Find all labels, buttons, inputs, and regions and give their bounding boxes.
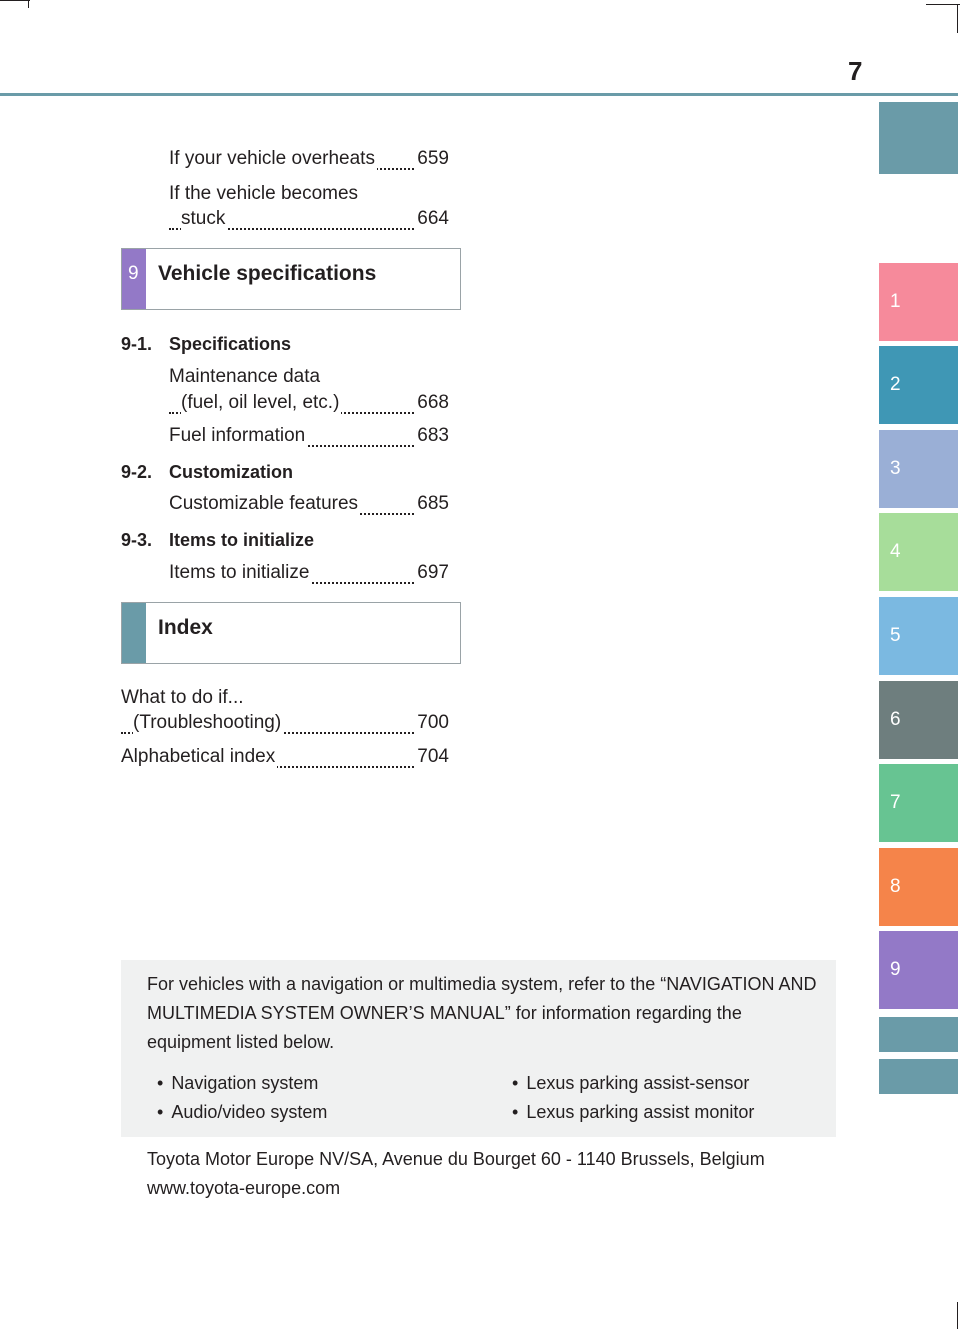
subsection-title: Specifications	[169, 334, 292, 354]
header-rule	[0, 93, 958, 96]
subsection-code: 9-2.	[121, 462, 153, 482]
toc-entry-page: 683	[417, 425, 449, 446]
toc-entry-alphabetical-index[interactable]	[121, 746, 449, 774]
subsection-code: 9-3.	[121, 530, 153, 550]
chapter-tab-label: 7	[890, 792, 901, 813]
chapter-tab-label: 2	[890, 374, 901, 395]
toc-entry-page: 668	[417, 392, 449, 413]
toc-entry-page: 664	[417, 208, 449, 229]
toc-entry-fuel-information[interactable]	[169, 425, 449, 453]
toc-entry-customizable-features[interactable]	[169, 493, 449, 521]
toc-entry-page: 700	[417, 712, 449, 733]
section-header-index	[121, 602, 461, 664]
crop-mark	[0, 0, 30, 1]
crop-mark	[926, 4, 960, 5]
chapter-tab-2[interactable]	[879, 346, 958, 424]
toc-entry-stuck[interactable]	[169, 208, 449, 236]
chapter-tab-4[interactable]	[879, 513, 958, 591]
toc-entry-page: 685	[417, 493, 449, 514]
note-text: For vehicles with a navigation or multimedia system, refer to the “NAVIGATION AND MULTIMEDIA SYSTEM OWNER’S MANUAL” for information regarding the equipment listed below.	[147, 974, 817, 1052]
crop-mark	[957, 1302, 958, 1329]
subsection-code: 9-1.	[121, 334, 153, 354]
crop-mark	[957, 5, 958, 33]
subsection-title: Customization	[169, 462, 293, 482]
chapter-tab-label: 1	[890, 291, 901, 312]
toc-entry-label: Items to initialize	[169, 562, 310, 583]
toc-entry-page: 697	[417, 562, 449, 583]
chapter-tab-1[interactable]	[879, 263, 958, 341]
toc-entry-overheats[interactable]	[169, 148, 449, 176]
section-header-vehicle-specifications	[121, 248, 461, 310]
chapter-tab-label: 6	[890, 709, 901, 730]
toc-entry-label: stuck	[181, 208, 226, 229]
toc-entry-label: (fuel, oil level, etc.)	[181, 392, 340, 413]
toc-entry-label: Fuel information	[169, 425, 306, 446]
chapter-tab-label: 8	[890, 876, 901, 897]
toc-entry-label: (Troubleshooting)	[133, 712, 282, 733]
chapter-tab-9[interactable]	[879, 931, 958, 1009]
chapter-tab-bottom-2[interactable]	[879, 1059, 958, 1094]
crop-mark	[28, 0, 29, 8]
toc-entry-label: Customizable features	[169, 493, 359, 514]
page-number: 7	[848, 56, 863, 86]
chapter-tab-3[interactable]	[879, 430, 958, 508]
chapter-tab-label: 9	[890, 959, 901, 980]
bullet-item: • Lexus parking assist monitor	[512, 1102, 754, 1123]
chapter-tab-8[interactable]	[879, 848, 958, 926]
section-title: Index	[158, 616, 213, 639]
chapter-tab-6[interactable]	[879, 681, 958, 759]
chapter-tab-bottom-1[interactable]	[879, 1017, 958, 1052]
toc-entry-label-line1: Maintenance data	[169, 366, 321, 387]
section-title: Vehicle specifications	[158, 262, 377, 285]
bullet-item: • Lexus parking assist-sensor	[512, 1073, 749, 1094]
toc-entry-page: 659	[417, 148, 449, 169]
toc-entry-items-to-initialize[interactable]	[169, 562, 449, 590]
toc-entry-troubleshooting[interactable]	[121, 712, 449, 740]
chapter-tab-label: 3	[890, 458, 901, 479]
section-number-tag	[122, 249, 146, 309]
navigation-note-box	[121, 960, 836, 1137]
section-tag	[122, 603, 146, 663]
subsection-title: Items to initialize	[169, 530, 315, 550]
chapter-tab-top[interactable]	[879, 102, 958, 174]
toc-entry-label-line1: What to do if...	[121, 687, 244, 708]
chapter-tab-label: 5	[890, 625, 901, 646]
subsection-heading-9-3[interactable]	[121, 530, 314, 551]
toc-entry-page: 704	[417, 746, 449, 767]
section-number: 9	[128, 263, 139, 284]
toc-entry-label: If your vehicle overheats	[169, 148, 375, 169]
chapter-tab-label: 4	[890, 541, 901, 562]
toc-entry-label: Alphabetical index	[121, 746, 276, 767]
bullet-item: • Navigation system	[157, 1073, 318, 1094]
publisher-info: Toyota Motor Europe NV/SA, Avenue du Bourget 60 - 1140 Brussels, Belgium www.toyota-europe.com	[147, 1149, 765, 1198]
chapter-tab-5[interactable]	[879, 597, 958, 675]
subsection-heading-9-2[interactable]	[121, 462, 293, 483]
toc-entry-maintenance-data[interactable]	[169, 392, 449, 420]
toc-entry-label-line1: If the vehicle becomes	[169, 183, 359, 204]
bullet-item: • Audio/video system	[157, 1102, 327, 1123]
chapter-tab-7[interactable]	[879, 764, 958, 842]
subsection-heading-9-1[interactable]	[121, 334, 291, 355]
